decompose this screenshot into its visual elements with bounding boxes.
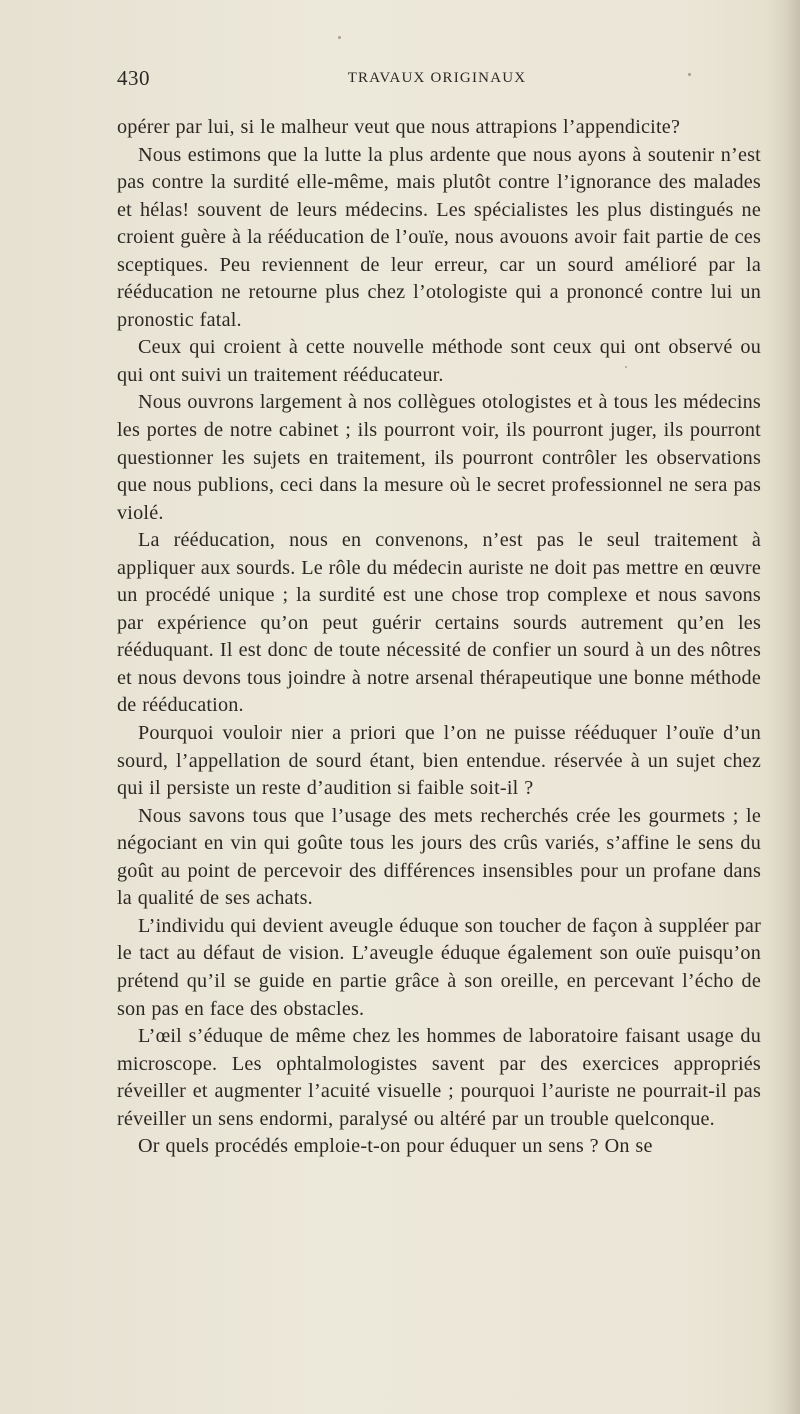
paragraph: Pourquoi vouloir nier a priori que l’on ne puisse rééduquer l’ouïe d’un sourd, l’appellation de sourd étant, bien entendue. réservée à un sujet chez qui il persiste un reste d’audition si faible soit-il ?: [117, 722, 761, 800]
page-number: 430: [117, 66, 150, 90]
running-head: TRAVAUX ORIGINAUX: [347, 70, 527, 86]
print-speck: [338, 36, 341, 39]
paragraph: opérer par lui, si le malheur veut que nous attrapions l’appendicite?: [117, 116, 681, 138]
paragraph: La rééducation, nous en convenons, n’est pas le seul traitement à appliquer aux sourds. Le rôle du médecin auriste ne doit pas mettre en œuvre un procédé unique ; la surdité est une chose trop complexe et nous savons par expérience qu’on peut guérir certains sourds autrement qu’en les rééduquant. Il est donc de toute nécessité de confier un sourd à un des nôtres et nous devons tous joindre à notre arsenal thérapeutique une bonne méthode de rééducation.: [117, 529, 761, 717]
paragraph: Ceux qui croient à cette nouvelle méthode sont ceux qui ont observé ou qui ont suivi un traitement rééducateur.: [117, 336, 761, 386]
paragraph: Or quels procédés emploie-t-on pour éduquer un sens ? On se: [138, 1135, 653, 1158]
paragraph: L’individu qui devient aveugle éduque son toucher de façon à suppléer par le tact au défaut de vision. L’aveugle éduque également son ouïe puisqu’on prétend qu’il se guide en partie grâce à son oreille, en percevant l’écho de son pas en face des obstacles.: [117, 914, 761, 1020]
paragraph: Nous ouvrons largement à nos collègues otologistes et à tous les médecins les portes de notre cabinet ; ils pourront voir, ils pourront juger, ils pourront questionner les sujets en traitement, ils pourront contrôler les observations que nous publions, ceci dans la mesure où le secret professionnel ne sera pas violé.: [117, 391, 761, 524]
paragraph: Nous savons tous que l’usage des mets recherchés crée les gourmets ; le négociant en vin qui goûte tous les jours des crûs variés, s’affine le sens du goût au point de percevoir des différences insensibles pour un profane dans la qualité de ses achats.: [117, 804, 761, 910]
paragraph: L’œil s’éduque de même chez les hommes de laboratoire faisant usage du microscope. Les ophtalmologistes savent par des exercices appropriés réveiller et augmenter l’acuité visuelle ; pourquoi l’auriste ne pourrait-il pas réveiller un sens endormi, paralysé ou altéré par un trouble quelconque.: [117, 1025, 761, 1130]
paragraph: Nous estimons que la lutte la plus ardente que nous ayons à soutenir n’est pas contre la surdité elle-même, mais plutôt contre l’ignorance des malades et hélas! souvent de leurs médecins. Les spécialistes les plus distingués ne croient guère à la rééducation de l’ouïe, nous avouons avoir fait partie de ces sceptiques. Peu reviennent de leur erreur, car un sourd amélioré par la rééducation ne retourne plus chez l’otologiste qui a prononcé contre lui un pronostic fatal.: [117, 143, 761, 331]
body-text: [117, 114, 761, 1161]
page-header: [117, 66, 757, 96]
page-edge-shadow: [766, 0, 800, 1414]
